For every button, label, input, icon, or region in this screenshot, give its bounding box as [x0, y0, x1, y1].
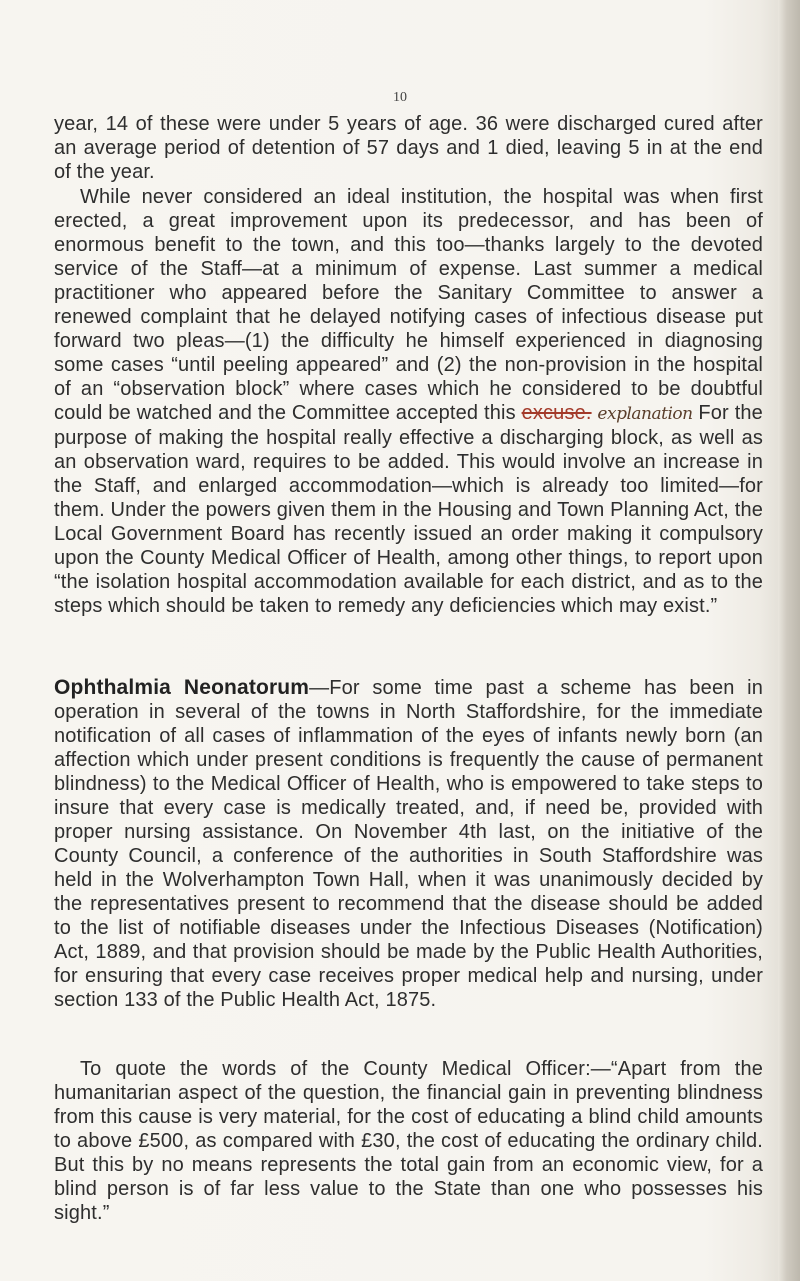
- page-edge-shadow: [778, 0, 800, 1281]
- hospital-text-part-a: While never considered an ideal institution, the hospital was when first erected, a great improvement upon its predecessor, and has been of enormous benefit to the town, and this too—thanks largely to the devoted service of the Staff—at a minimum of expense. Last summer a medical practitioner who appeared before the Sanitary Committee to answer a renewed complaint that he delayed notifying cases of infectious disease put forward two pleas—(1) the difficulty he himself experienced in diagnosing some cases “until peeling appeared” and (2) the non-provision in the hospital of an “observation block” where cases which he considered to be doubtful could be watched and the Committee accepted this: [54, 186, 763, 424]
- paragraph-county-quote: [54, 1057, 763, 1225]
- ophthalmia-text: —For some time past a scheme has been in operation in several of the towns in North Staffordshire, for the immediate notification of all cases of inflammation of the eyes of infants newly born (an affection which under present conditions is frequently the cause of permanent blindness) to the Medical Officer of Health, who is empowered to take steps to insure that every case is medically treated, and, if need be, provided with proper nursing assistance. On November 4th last, on the initiative of the County Council, a conference of the authorities in South Staffordshire was held in the Wolverhampton Town Hall, when it was unanimously decided by the representatives present to recommend that the disease should be added to the list of notifiable diseases under the Infectious Diseases (Notification) Act, 1889, and that provision should be made by the Public Health Authorities, for ensuring that every case receives proper medical help and nursing, under section 133 of the Public Health Act, 1875.: [54, 677, 763, 1011]
- ophthalmia-paragraph: [54, 676, 763, 1012]
- paragraph-discharge-stats: [54, 112, 763, 184]
- handwritten-annotation: explanation: [597, 404, 693, 424]
- paragraph-hospital: [54, 185, 763, 618]
- page-number: 10: [393, 90, 407, 105]
- section-heading: Ophthalmia Neonatorum: [54, 676, 310, 699]
- paragraph-hospital-body: [54, 185, 763, 618]
- paragraph-text: year, 14 of these were under 5 years of age. 36 were discharged cured after an average period of detention of 57 days and 1 died, leaving 5 in at the end of the year.: [54, 113, 763, 183]
- section-ophthalmia-neonatorum: [54, 676, 763, 1012]
- hospital-text-part-b: For the purpose of making the hospital really effective a discharging block, as well as an observation ward, requires to be added. This would involve an increase in the Staff, and enlarged accommodation—which is already too limited—for them. Under the powers given them in the Housing and Town Planning Act, the Local Government Board has recently issued an order making it compulsory upon the County Medical Officer of Health, among other things, to report upon “the isolation hospital accommodation available for each district, and as to the steps which should be taken to remedy any deficiencies which may exist.”: [54, 402, 763, 617]
- struck-word: excuse.: [521, 402, 592, 424]
- quote-paragraph: To quote the words of the County Medical Officer:—“Apart from the humanitarian aspect of the question, the financial gain in preventing blindness from this cause is very material, for the cost of educating a blind child amounts to above £500, as compared with £30, the cost of educating the ordinary child. But this by no means represents the total gain from an economic view, for a blind person is of far less value to the State than one who possesses his sight.”: [54, 1058, 763, 1224]
